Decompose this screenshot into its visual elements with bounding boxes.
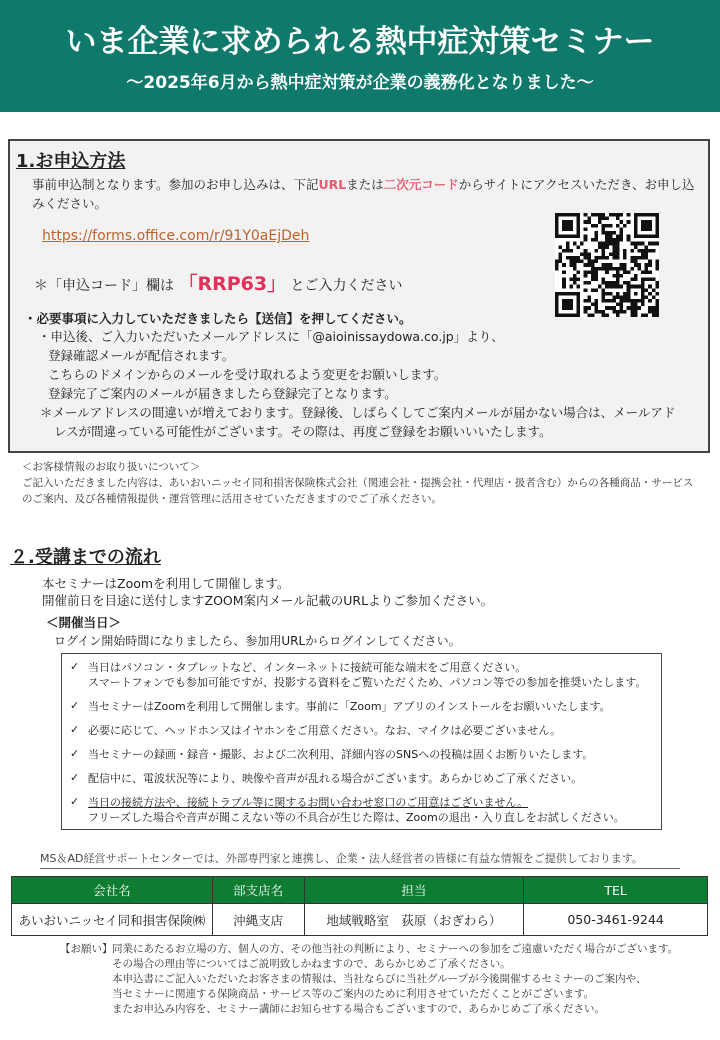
application-intro: [32, 175, 702, 213]
req-note-1: ＊メールアドレスの間違いが増えております。登録後、しばらくしてご案内メールが届かない場合は、メールアド: [40, 405, 676, 420]
check-icon: ✓: [70, 795, 80, 808]
notice-line: 本申込書にご記入いただいたお客さまの情報は、当社ならびに当社グループが今後開催するセミナーのご案内や、: [112, 973, 647, 985]
checklist-subtext: スマートフォンでも参加可能ですが、投影する資料をご覧いただくため、パソコン等での参加を推奨いたします。: [88, 676, 647, 689]
contact-table-header: [12, 877, 708, 904]
notice-line: 当セミナーに関連する保険商品・サービス等のご案内のために利用させていただくことがございます。: [112, 988, 595, 1000]
header-banner: [0, 0, 720, 112]
checklist-text: 当セミナーの録画・録音・撮影、および二次利用、詳細内容のSNSへの投稿は固くお断りいたします。: [88, 748, 594, 761]
header-tel: TEL: [524, 877, 708, 904]
cell-person: 地域戦略室 荻原（おぎわら）: [304, 904, 524, 936]
checklist-text: 必要に応じて、ヘッドホン又はイヤホンをご用意ください。なお、マイクは必要ございません。: [88, 724, 561, 737]
check-icon: ✓: [70, 747, 80, 760]
required-fields-title: ・必要事項に入力していただきましたら【送信】を押してください。: [24, 311, 412, 326]
req-line-4: 登録完了ご案内のメールが届きましたら登録完了となります。: [48, 386, 397, 401]
req-line-1: ・申込後、ご入力いただいたメールアドレスに「@aioinissaydowa.co.jp」より、: [38, 329, 504, 344]
privacy-title: ＜お客様情報のお取り扱いについて＞: [22, 461, 201, 473]
flow-section-title: ２.受講までの流れ: [10, 547, 161, 568]
flow-section-body: [42, 575, 493, 609]
checklist-subtext: フリーズした場合や音声が聞こえない等の不具合が生じた際は、Zoomの退出・入り直しをお試しください。: [88, 811, 625, 824]
code-prefix: ＊「申込コード」欄は: [34, 278, 174, 294]
contact-table: [11, 876, 708, 936]
check-icon: ✓: [70, 771, 80, 784]
event-day-body: ログイン開始時間になりましたら、参加用URLからログインしてください。: [54, 634, 461, 648]
cell-branch: 沖縄支店: [212, 904, 304, 936]
req-line-2: 登録確認メールが配信されます。: [48, 348, 235, 363]
check-icon: ✓: [70, 723, 80, 736]
intro-text-b: または: [346, 177, 384, 192]
table-row: [12, 904, 708, 936]
cell-tel: 050-3461-9244: [524, 904, 708, 936]
intro-text-a: 事前申込制となります。参加のお申し込みは、下記: [32, 177, 319, 192]
support-center-line: MS＆AD経営サポートセンターでは、外部専門家と連携し、企業・法人経営者の皆様に有益な情報をご提供しております。: [40, 850, 680, 869]
application-code-line: [34, 269, 403, 296]
required-fields-body: [38, 327, 698, 441]
req-note-2: レスが間違っている可能性がございます。その際は、再度ご登録をお願いいいたします。: [54, 424, 552, 439]
application-section-title: 1.お申込方法: [16, 151, 126, 172]
notice-line: またお申込み内容を、セミナー講師にお知らせする場合もございますので、あらかじめご了承ください。: [112, 1003, 605, 1015]
event-day-title: ＜開催当日＞: [46, 615, 122, 630]
req-line-3: こちらのドメインからのメールを受け取れるよう変更をお願いします。: [48, 367, 447, 382]
qr-code-icon[interactable]: [555, 213, 659, 317]
notice-label: 【お願い】: [60, 943, 113, 955]
flow-line-2: 開催前日を目途に送付しますZOOM案内メール記載のURLよりご参加ください。: [42, 593, 494, 608]
intro-url-highlight: URL: [318, 177, 347, 192]
header-company: 会社名: [12, 877, 213, 904]
check-icon: ✓: [70, 699, 80, 712]
page-subtitle: ～2025年6月から熱中症対策が企業の義務化となりました～: [126, 73, 594, 93]
page-title: いま企業に求められる熱中症対策セミナー: [65, 24, 655, 60]
notice-line: 同業にあたるお立場の方、個人の方、その他当社の判断により、セミナーへの参加をご遠慮いただく場合がございます。: [112, 943, 679, 955]
notice-line: その場合の理由等についてはご説明致しかねますので、あらかじめご了承ください。: [112, 958, 511, 970]
header-person: 担当: [304, 877, 524, 904]
application-code: 「RRP63」: [178, 273, 287, 295]
checklist-text: 当セミナーはZoomを利用して開催します。事前に「Zoom」アプリのインストールをお願いいたします。: [88, 700, 611, 713]
header-branch: 部支店名: [212, 877, 304, 904]
code-suffix: とご入力ください: [290, 278, 403, 294]
flow-line-1: 本セミナーはZoomを利用して開催します。: [42, 576, 290, 591]
privacy-body: ご記入いただきました内容は、あいおいニッセイ同和損害保険株式会社（関連会社・提携会社・代理店・扱者含む）からの各種商品・サービスのご案内、及び各種情報提供・運営管理に活用させていただきますのでご了承ください。: [22, 477, 694, 505]
checklist-text: 当日の接続方法や、接続トラブル等に関するお問い合わせ窓口のご用意はございません。: [88, 796, 528, 809]
checklist-box: [61, 653, 662, 830]
intro-text-c: からサイトにアクセスいただき、お申し込みください。: [32, 177, 695, 211]
privacy-notice: [22, 459, 702, 507]
application-form-link[interactable]: https://forms.office.com/r/91Y0aEjDeh: [42, 228, 310, 244]
check-icon: ✓: [70, 660, 80, 673]
intro-qr-highlight: 二次元コード: [383, 177, 459, 192]
checklist-text: 当日はパソコン・タブレットなど、インターネットに接続可能な端末をご用意ください。: [88, 661, 527, 674]
cell-company: あいおいニッセイ同和損害保険㈱: [12, 904, 213, 936]
checklist-text: 配信中に、電波状況等により、映像や音声が乱れる場合がございます。あらかじめご了承ください。: [88, 772, 583, 785]
application-section: [8, 139, 710, 453]
